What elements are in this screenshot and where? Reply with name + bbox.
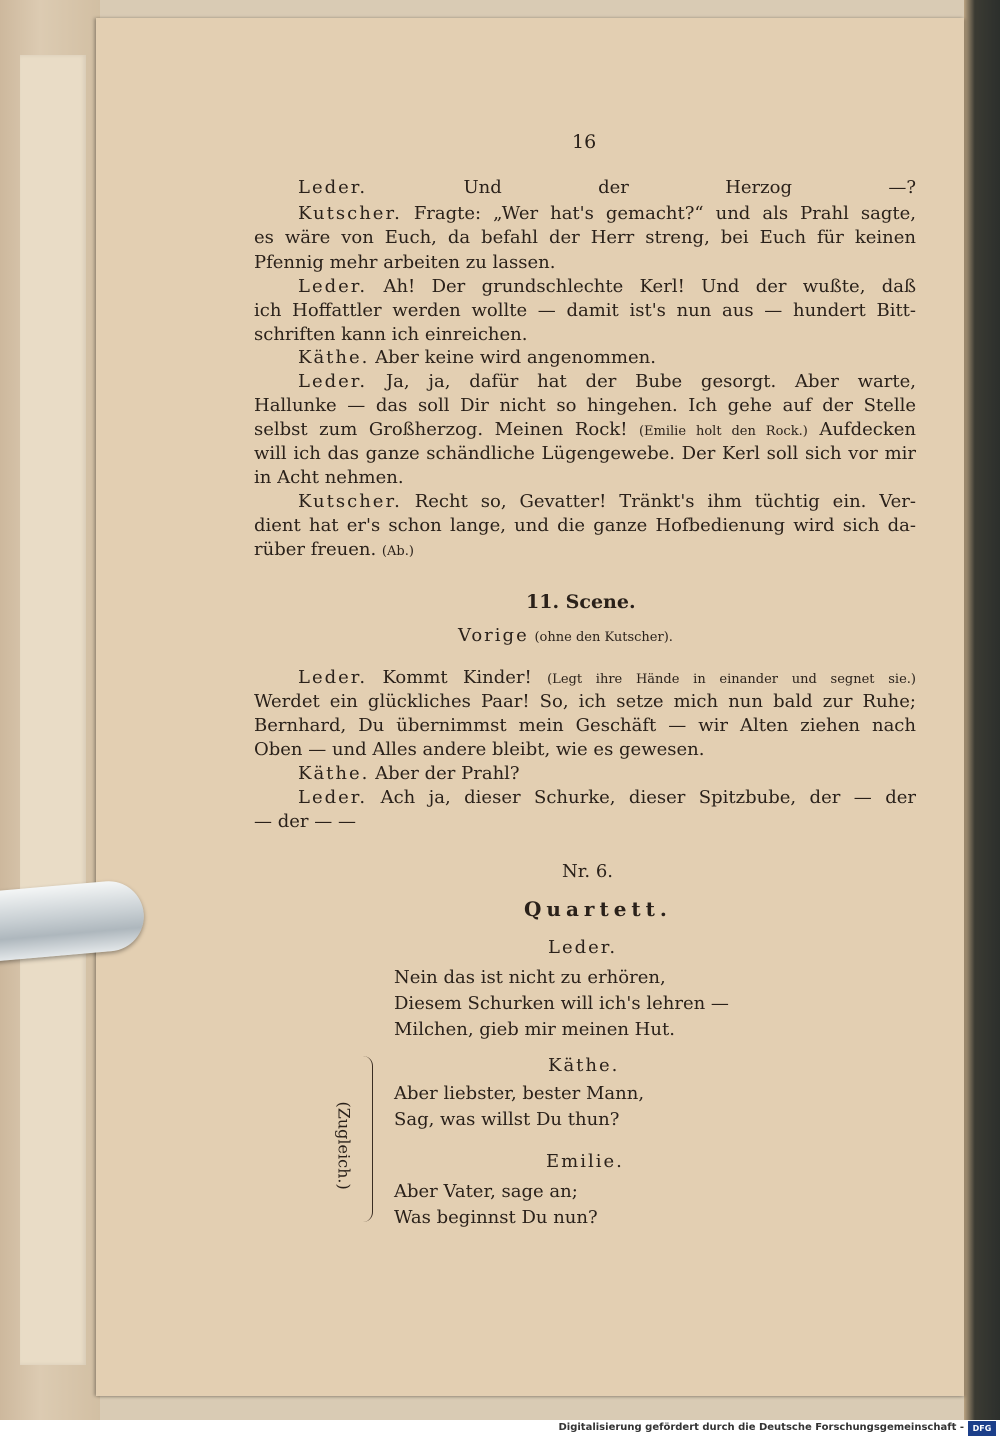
dialogue-line: [254, 442, 916, 466]
dialogue-line: [254, 226, 916, 250]
left-endpaper: [20, 55, 86, 1365]
song-line: Sag, was willst Du thun?: [394, 1109, 620, 1130]
line-text: rüber freuen.: [254, 539, 382, 560]
line-text: Werdet ein glückliches Paar! So, ich setze mich nun bald zur Ruhe;: [254, 691, 916, 712]
line-text: Aufdecken: [807, 419, 916, 440]
line-text: Hallunke — das soll Dir nicht so hingehen. Ich gehe auf der Stelle: [254, 395, 916, 416]
song-line: Nein das ist nicht zu erhören,: [394, 967, 666, 988]
line-text: in Acht nehmen.: [254, 467, 404, 488]
dialogue-line: [254, 251, 555, 275]
stage-direction: (Emilie holt den Rock.): [638, 424, 808, 439]
song-line: Was beginnst Du nun?: [394, 1207, 598, 1228]
stage-direction: (Legt ihre Hände in einander und segnet sie.): [547, 672, 916, 687]
dialogue-line: [254, 299, 916, 323]
line-text: es wäre von Euch, da befahl der Herr streng, bei Euch für keinen: [254, 227, 916, 248]
dialogue-line: [254, 466, 404, 490]
line-text: Und der Herzog —?: [463, 177, 916, 198]
dialogue-line: [254, 202, 916, 226]
cast-note: (ohne den Kutscher).: [534, 630, 673, 645]
line-text: Ah! Der grundschlechte Kerl! Und der wußte, daß: [383, 276, 916, 297]
dialogue-line: [254, 394, 916, 418]
number-heading: Nr. 6.: [562, 861, 613, 882]
cast-label: Vorige: [458, 625, 529, 646]
line-text: Fragte: „Wer hat's gemacht?“ und als Prahl sagte,: [413, 203, 916, 224]
line-text: Oben — und Alles andere bleibt, wie es gewesen.: [254, 739, 705, 760]
dialogue-line: [254, 275, 916, 299]
scene-heading: 11. Scene.: [526, 591, 636, 613]
line-text: selbst zum Großherzog. Meinen Rock!: [254, 419, 639, 440]
dialogue-line: [254, 514, 916, 538]
speaker-name: Käthe.: [298, 347, 370, 368]
line-text: — der — —: [254, 811, 356, 832]
line-text: Ja, ja, dafür hat der Bube gesorgt. Aber warte,: [385, 371, 916, 392]
speaker-name: Leder.: [298, 276, 368, 297]
bracket-note-text: (Zugleich.): [334, 1101, 354, 1190]
page-number: 16: [572, 131, 597, 153]
dialogue-line: [254, 714, 916, 738]
simultaneous-bracket: [362, 1056, 373, 1222]
speaker-name: Käthe.: [298, 763, 370, 784]
line-text: ich Hoffattler werden wollte — damit ist's nun aus — hundert Bitt-: [254, 300, 916, 321]
line-text: will ich das ganze schändliche Lügengewebe. Der Kerl soll sich vor mir: [254, 443, 916, 464]
line-text: Pfennig mehr arbeiten zu lassen.: [254, 252, 556, 273]
song-speaker: Leder.: [548, 937, 618, 958]
dfg-logo: DFG: [968, 1421, 996, 1436]
line-text: dient hat er's schon lange, und die ganze Hofbedienung wird sich da-: [254, 515, 916, 536]
dialogue-line: [254, 690, 916, 714]
line-text: schriften kann ich einreichen.: [254, 324, 528, 345]
dialogue-line: [254, 786, 916, 810]
dialogue-line: [298, 762, 520, 786]
dialogue-line: [254, 538, 414, 564]
line-text: Bernhard, Du übernimmst mein Geschäft — wir Alten ziehen nach: [254, 715, 916, 736]
song-line: Aber liebster, bester Mann,: [394, 1083, 645, 1104]
line-text: Kommt Kinder!: [382, 667, 548, 688]
dialogue-line: [254, 370, 916, 394]
speaker-name: Leder.: [298, 787, 368, 808]
song-speaker: Käthe.: [548, 1055, 620, 1076]
dialogue-line: [254, 490, 916, 514]
speaker-name: Leder.: [298, 667, 368, 688]
dialogue-line: [254, 738, 704, 762]
song-line: Diesem Schurken will ich's lehren —: [394, 993, 729, 1014]
dialogue-line: [298, 346, 656, 370]
speaker-name: Leder.: [298, 371, 368, 392]
speaker-name: Kutscher.: [298, 491, 402, 512]
dialogue-line: [254, 418, 916, 444]
line-text: Aber keine wird angenommen.: [375, 347, 656, 368]
speaker-name: Leder.: [298, 177, 368, 198]
right-binding: [964, 0, 1000, 1420]
line-text: Aber der Prahl?: [375, 763, 520, 784]
dialogue-line: [254, 666, 916, 692]
line-text: Ach ja, dieser Schurke, dieser Spitzbube, der — der: [380, 787, 916, 808]
line-text: Recht so, Gevatter! Tränkt's ihm tüchtig ein. Ver-: [414, 491, 916, 512]
dialogue-line: [254, 323, 528, 347]
song-speaker: Emilie.: [546, 1151, 624, 1172]
scene-cast: [458, 624, 673, 650]
bracket-note: [332, 1101, 356, 1190]
song-line: Milchen, gieb mir meinen Hut.: [394, 1019, 675, 1040]
dialogue-line: [254, 176, 916, 200]
funding-credit: Digitalisierung gefördert durch die Deutsche Forschungsgemeinschaft -: [558, 1422, 964, 1433]
dialogue-line: [254, 810, 356, 834]
number-title: Quartett.: [524, 897, 672, 921]
stage-direction: (Ab.): [381, 544, 414, 559]
speaker-name: Kutscher.: [298, 203, 402, 224]
song-line: Aber Vater, sage an;: [394, 1181, 578, 1202]
